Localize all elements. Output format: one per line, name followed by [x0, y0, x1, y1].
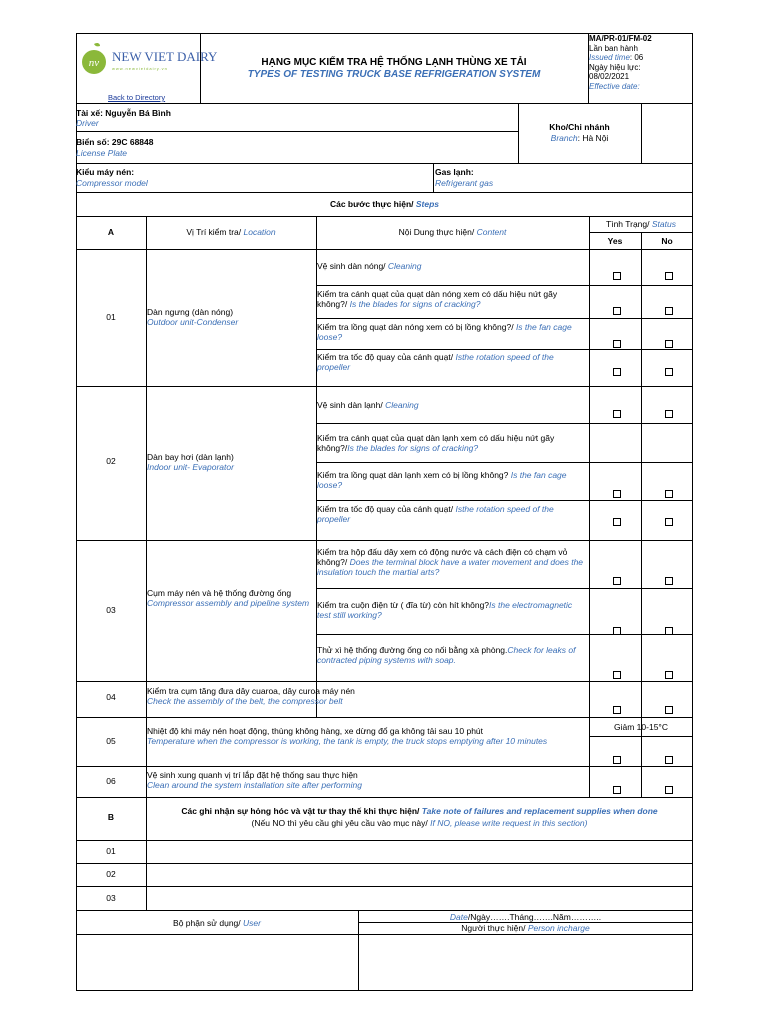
b-row-02: 02: [106, 869, 116, 879]
driver-en: Driver: [76, 118, 99, 128]
section-b-label: B: [107, 812, 115, 822]
branch-value: : Hà Nội: [577, 133, 609, 143]
compressor-label: Kiểu máy nén:: [76, 167, 135, 177]
yes-checkbox[interactable]: [613, 671, 621, 679]
no-checkbox[interactable]: [665, 410, 673, 418]
doc-code: MA/PR-01/FM-02: [589, 34, 652, 43]
yes-checkbox[interactable]: [613, 577, 621, 585]
effective-label: Ngày hiệu lực:: [589, 62, 641, 72]
no-checkbox[interactable]: [665, 671, 673, 679]
section-05-status: Giảm 10-15°C: [614, 722, 668, 732]
section-04-num: 04: [106, 692, 116, 702]
yes-checkbox[interactable]: [613, 490, 621, 498]
section-02-item-3: Kiểm tra lồng quạt dàn lạnh xem có bị lồng không? Is the fan cage loose?: [317, 470, 567, 490]
col-content-vi: Nội Dung thực hiện/: [398, 227, 475, 237]
section-03-item-2: Kiểm tra cuộn điện từ ( đĩa từ) còn hít không?Is the electromagnetic test still working?: [317, 600, 573, 620]
section-03-num: 03: [106, 605, 116, 615]
section-b-title-vi: Các ghi nhận sự hỏng hóc và vật tư thay thế khi thực hiện/: [181, 806, 420, 816]
b-row-01: 01: [106, 846, 116, 856]
yes-checkbox[interactable]: [613, 786, 621, 794]
no-checkbox[interactable]: [665, 272, 673, 280]
col-status-en: Status: [649, 219, 676, 229]
logo-mark-icon: [80, 42, 108, 76]
date-en: Date: [449, 912, 468, 922]
no-checkbox[interactable]: [665, 577, 673, 585]
yes-checkbox[interactable]: [613, 272, 621, 280]
plate-label: Biển số: 29C 68848: [76, 137, 154, 147]
section-05-num: 05: [106, 736, 116, 746]
no-checkbox[interactable]: [665, 518, 673, 526]
logo-subtext: www.newvietdairy.vn: [112, 66, 168, 71]
col-location-vi: Vị Trí kiểm tra/: [186, 227, 242, 237]
section-01-item-1: Vệ sinh dàn nóng/ Cleaning: [317, 261, 422, 271]
no-checkbox[interactable]: [665, 627, 673, 635]
svg-text:nv: nv: [88, 57, 100, 69]
no-checkbox[interactable]: [665, 490, 673, 498]
section-01-item-3: Kiểm tra lồng quạt dàn nóng xem có bị lồng không?/ Is the fan cage loose?: [317, 322, 572, 342]
section-05-content: Nhiệt độ khi máy nén hoạt động, thùng không hàng, xe dừng đổ ga không tải sau 10 phút Temperature when the compressor is working, the tank is empty, the truck stops emptying after 10 minutes: [147, 726, 548, 746]
section-02-item-1: Vệ sinh dàn lạnh/ Cleaning: [317, 400, 419, 410]
compressor-en: Compressor model: [76, 178, 148, 188]
logo: [80, 42, 218, 86]
yes-checkbox[interactable]: [613, 340, 621, 348]
person-label-vi: Người thực hiện/: [461, 923, 526, 933]
section-b-note-vi: (Nếu NO thì yêu cầu ghi yêu cầu vào mục này/: [251, 818, 428, 828]
section-01-item-4: Kiểm tra tốc độ quay của cánh quạt/ Isthe rotation speed of the propeller: [317, 352, 554, 372]
section-01-num: 01: [106, 312, 116, 322]
col-location-en: Location: [241, 227, 276, 237]
back-to-directory-link[interactable]: Back to Directory: [108, 93, 166, 102]
section-02-item-2: Kiểm tra cánh quạt của quạt dàn lạnh xem có dấu hiệu nứt gãy không?/Is the blades for signs of cracking?: [317, 433, 555, 453]
user-label-vi: Bộ phận sử dụng/: [173, 918, 241, 928]
yes-checkbox[interactable]: [613, 706, 621, 714]
no-checkbox[interactable]: [665, 706, 673, 714]
section-02-location: Dàn bay hơi (dàn lạnh) Indoor unit- Evaporator: [147, 452, 234, 472]
gas-en: Refrigerant gas: [435, 178, 494, 188]
branch-label: Kho/Chi nhánh: [549, 122, 610, 132]
section-03-location: Cụm máy nén và hệ thống đường ống Compressor assembly and pipeline system: [147, 588, 310, 608]
driver-label: Tài xế: Nguyễn Bá Bình: [76, 108, 171, 118]
person-label-en: Person incharge: [525, 923, 590, 933]
yes-checkbox[interactable]: [613, 627, 621, 635]
issue-label: Lần ban hành: [589, 43, 638, 53]
issued-time-label: Issued time: [589, 53, 630, 62]
yes-checkbox[interactable]: [613, 410, 621, 418]
section-06-content: Vệ sinh xung quanh vị trí lắp đặt hệ thống sau thực hiện Clean around the system installation site after performing: [147, 770, 362, 790]
section-06-num: 06: [106, 776, 116, 786]
section-01-location: Dàn ngưng (dàn nóng) Outdoor unit-Condenser: [147, 307, 239, 327]
section-02-item-4: Kiểm tra tốc độ quay của cánh quạt/ Isthe rotation speed of the propeller: [317, 504, 554, 524]
section-03-item-3: Thử xì hệ thống đường ống co nối bằng xà phòng.Check for leaks of contracted piping systems with soap.: [317, 645, 576, 665]
logo-text: NEW VIET DAIRY: [112, 49, 218, 64]
col-yes: Yes: [607, 236, 623, 246]
yes-checkbox[interactable]: [613, 368, 621, 376]
col-content-en: Content: [474, 227, 507, 237]
no-checkbox[interactable]: [665, 368, 673, 376]
col-no: No: [661, 236, 673, 246]
effective-en: Effective date:: [589, 81, 640, 91]
date-vi: /Ngày…….Tháng…….Năm………..: [467, 912, 602, 922]
title-vi: HẠNG MỤC KIỂM TRA HỆ THỐNG LẠNH THÙNG XE TẢI: [261, 57, 527, 68]
yes-checkbox[interactable]: [613, 756, 621, 764]
steps-title-en: Steps: [413, 199, 440, 209]
no-checkbox[interactable]: [665, 786, 673, 794]
no-checkbox[interactable]: [665, 307, 673, 315]
section-02-num: 02: [106, 456, 116, 466]
title-en: TYPES OF TESTING TRUCK BASE REFRIGERATION SYSTEM: [247, 69, 541, 80]
no-checkbox[interactable]: [665, 756, 673, 764]
section-03-item-1: Kiểm tra hộp đấu dây xem có động nước và cách điện có chạm vỏ không?/ Does the terminal block have a water movement and does the insulation touch the martial arts?: [317, 547, 584, 577]
gas-label: Gas lạnh:: [435, 167, 474, 177]
b-row-03: 03: [106, 893, 116, 903]
issued-time-value: : 06: [629, 53, 644, 62]
col-a-header: A: [107, 227, 115, 237]
section-b-title-en: Take note of failures and replacement supplies when done: [419, 806, 658, 816]
section-04-content: Kiểm tra cụm tăng đưa dây cuaroa, dây curoa máy nén Check the assembly of the belt, the compressor belt: [147, 686, 355, 706]
section-b-note-en: If NO, please write request in this section): [427, 818, 588, 828]
branch-en: Branch: [550, 133, 578, 143]
yes-checkbox[interactable]: [613, 307, 621, 315]
steps-title-vi: Các bước thực hiện/: [329, 199, 414, 209]
col-status-vi: Tình Trạng/: [606, 219, 650, 229]
doc-info: [589, 34, 692, 91]
yes-checkbox[interactable]: [613, 518, 621, 526]
plate-en: License Plate: [76, 148, 128, 158]
user-label-en: User: [240, 918, 261, 928]
effective-date: 08/02/2021: [589, 72, 630, 81]
no-checkbox[interactable]: [665, 340, 673, 348]
section-01-item-2: Kiểm tra cánh quạt của quạt dàn nóng xem có dấu hiệu nứt gãy không?/ Is the blades for signs of cracking?: [317, 289, 558, 309]
